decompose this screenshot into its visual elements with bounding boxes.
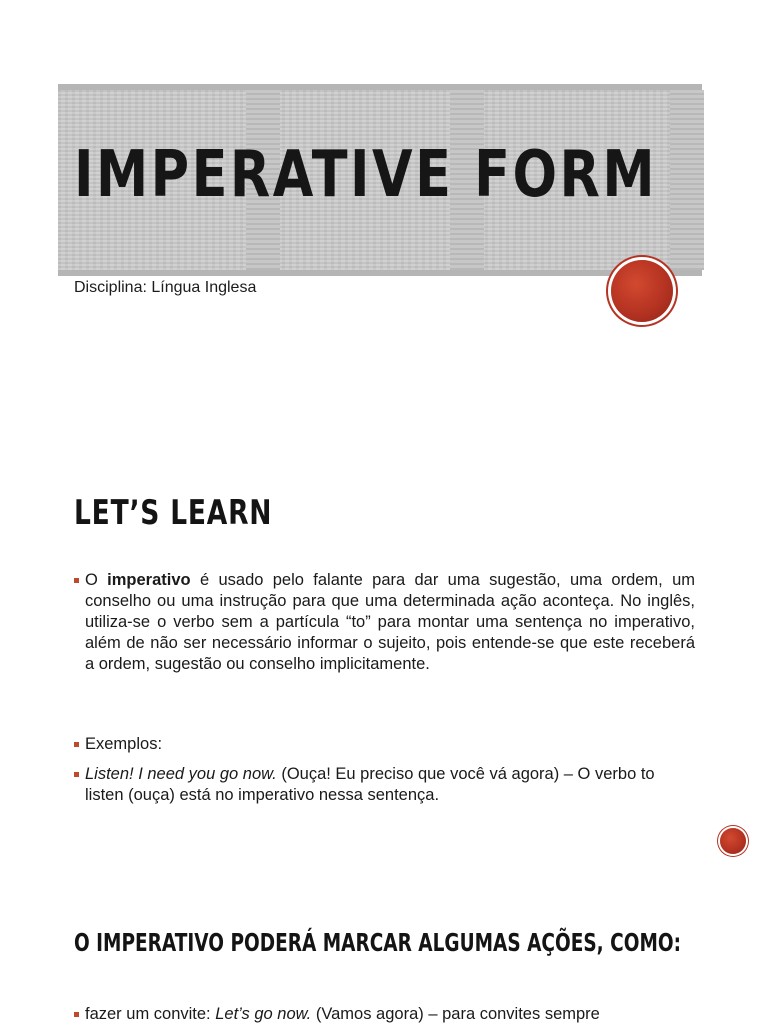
bullet-exemplos xyxy=(74,734,695,755)
example-sentence: Let’s go now. xyxy=(215,1005,312,1023)
bullet-text: (Vamos agora) – para convites sempre xyxy=(311,1005,600,1023)
red-circle-decoration xyxy=(720,828,746,854)
banner-texture-strip xyxy=(670,90,704,270)
bullet-text: O xyxy=(85,571,108,589)
example-sentence: Listen! I need you go now. xyxy=(85,765,277,783)
bullet-text: é usado pelo falante para dar uma sugestão, uma ordem, um conselho ou uma instrução para que uma determinada ação aconteça. No inglês, utiliza-se o verbo sem a partícula “to” para montar uma sentença no imperativo, além de não ser necessário informar o sujeito, pois entende-se que este receberá a ordem, sugestão ou conselho implicitamente. xyxy=(85,571,696,673)
bullet-text: (Ouça! Eu preciso que você vá agora) – O verbo to listen (ouça) está no imperativo nessa sentença. xyxy=(85,765,655,804)
section-heading-actions: O IMPERATIVO PODERÁ MARCAR ALGUMAS AÇÕES, COMO: xyxy=(74,928,681,957)
bullet-list xyxy=(74,570,695,675)
bullet-example-listen xyxy=(74,764,695,806)
bullet-list xyxy=(74,1004,695,1025)
bullet-text: fazer um convite: xyxy=(85,1005,216,1023)
bullet-convite xyxy=(74,1004,695,1025)
bullet-imperativo-definition xyxy=(74,570,695,675)
slide-subtitle: Disciplina: Língua Inglesa xyxy=(74,279,257,296)
red-circle-decoration xyxy=(611,260,673,322)
bullet-text: Exemplos: xyxy=(85,735,163,753)
title-banner xyxy=(58,84,702,276)
slide-title: IMPERATIVE FORM xyxy=(74,138,658,212)
bullet-list xyxy=(74,764,695,806)
bullet-list xyxy=(74,734,695,755)
bold-term: imperativo xyxy=(107,571,191,589)
section-heading-lets-learn: LET’S LEARN xyxy=(74,493,273,533)
